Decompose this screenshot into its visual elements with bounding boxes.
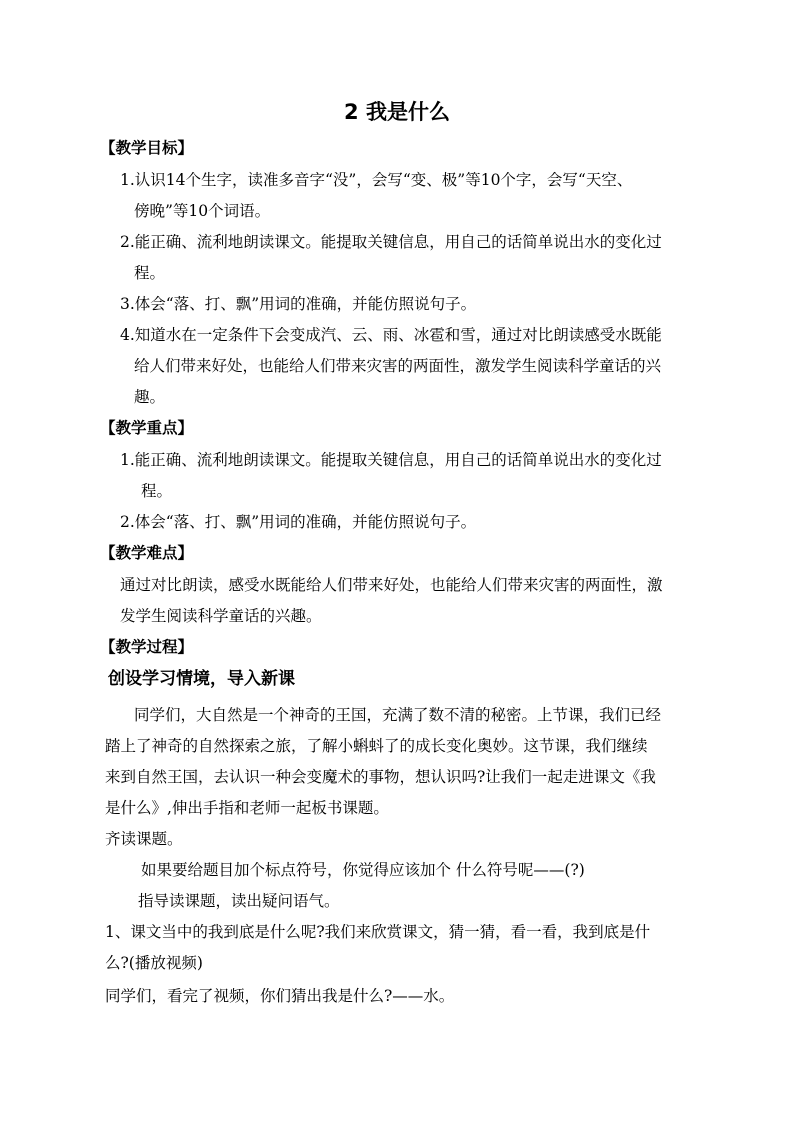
process-heading: 【教学过程】 — [100, 638, 194, 656]
process-subheading: 创设学习情境，导入新课 — [108, 669, 295, 689]
objectives-line: 程。 — [134, 264, 166, 282]
process-line: 同学们，大自然是一个神奇的王国，充满了数不清的秘密。上节课，我们已经 — [134, 706, 662, 724]
process-line: 齐读课题。 — [105, 830, 183, 848]
objectives-line: 给人们带来好处，也能给人们带来灾害的两面性，激发学生阅读科学童话的兴 — [134, 357, 662, 375]
key-points-line: 2.体会“落、打、飘”用词的准确，并能仿照说句子。 — [120, 513, 477, 531]
objectives-line: 趣。 — [134, 388, 166, 406]
objectives-line: 4.知道水在一定条件下会变成汽、云、雨、冰雹和雪，通过对比朗读感受水既能 — [120, 326, 662, 344]
difficulties-line: 通过对比朗读，感受水既能给人们带来好处，也能给人们带来灾害的两面性，激 — [120, 576, 663, 594]
key-points-line: 1.能正确、流利地朗读课文。能提取关键信息，用自己的话简单说出水的变化过 — [120, 451, 662, 469]
process-line: 如果要给题目加个标点符号，你觉得应该加个 什么符号呢——(?) — [141, 861, 585, 879]
process-line: 1、课文当中的我到底是什么呢?我们来欣赏课文，猜一猜，看一看，我到底是什 — [105, 923, 651, 941]
objectives-line: 傍晚”等10个词语。 — [134, 202, 271, 220]
process-line: 踏上了神奇的自然探索之旅，了解小蝌蚪了的成长变化奥妙。这节课，我们继续 — [105, 737, 648, 755]
document-title: 2 我是什么 — [344, 100, 450, 124]
difficulties-heading: 【教学难点】 — [100, 544, 194, 562]
objectives-heading: 【教学目标】 — [100, 139, 194, 157]
difficulties-line: 发学生阅读科学童话的兴趣。 — [120, 607, 322, 625]
process-line: 指导读课题，读出疑问语气。 — [138, 892, 340, 910]
process-line: 同学们，看完了视频，你们猜出我是什么?——水。 — [105, 987, 455, 1005]
objectives-line: 1.认识14个生字，读准多音字“没”，会写“变、极”等10个字，会写“天空、 — [120, 171, 633, 189]
process-line: 是什么》,伸出手指和老师一起板书课题。 — [105, 799, 389, 817]
process-line: 么?(播放视频) — [105, 954, 203, 972]
objectives-line: 3.体会“落、打、飘”用词的准确，并能仿照说句子。 — [120, 295, 477, 313]
key-points-line: 程。 — [141, 482, 173, 500]
objectives-line: 2.能正确、流利地朗读课文。能提取关键信息，用自己的话简单说出水的变化过 — [120, 233, 662, 251]
process-line: 来到自然王国，去认识一种会变魔术的事物，想认识吗?让我们一起走进课文《我 — [105, 768, 656, 786]
key-points-heading: 【教学重点】 — [100, 419, 194, 437]
